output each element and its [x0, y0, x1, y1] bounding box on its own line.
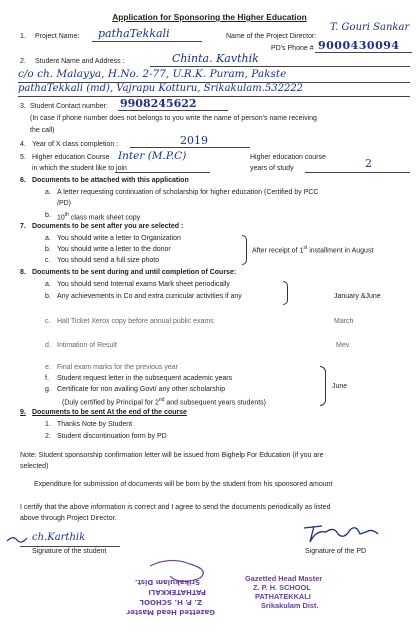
- section-heading: Documents to be sent during and until completion of Course:: [32, 269, 237, 276]
- contact-value[interactable]: 9908245622: [120, 97, 197, 110]
- section-heading: Documents to be sent after you are selected :: [32, 223, 184, 230]
- sub-item-marker: a.: [45, 235, 51, 242]
- document-item: Certificate for non availing Govt/ any other scholarship: [57, 386, 226, 393]
- contact-note-cont: the call): [30, 127, 55, 134]
- sub-item-marker: a.: [45, 189, 51, 196]
- svg-text:Gazetted Head Master: Gazetted Head Master: [126, 608, 215, 616]
- item-number: 6.: [20, 177, 26, 184]
- certification-text: I certify that the above information is correct and I agree to send the documents periodically as listed: [20, 504, 331, 511]
- student-address-line1[interactable]: c/o ch. Malayya, H.No. 2-77, U.R.K. Puram, Pakste: [18, 68, 287, 80]
- grouping-brace: [283, 281, 288, 305]
- student-signature-label: Signature of the student: [32, 548, 107, 555]
- student-signature: ch.Karthik: [32, 532, 86, 543]
- document-item: Any achievements in Co and extra curricular activities if any: [57, 293, 242, 300]
- document-item: Student discontinuation form by PD: [57, 433, 167, 440]
- xclass-label: Year of X class completion :: [32, 141, 119, 148]
- stamp-line: Z. P. H. SCHOOL: [253, 583, 311, 592]
- sub-item-marker: d.: [45, 342, 51, 349]
- expenditure-note: Expenditure for submission of documents will be born by the student from his sponsored amount: [34, 481, 333, 488]
- schedule-month: January &June: [334, 293, 381, 300]
- pd-signature-icon: [300, 520, 390, 546]
- document-item: Final exam marks for the previous year: [57, 364, 178, 371]
- xclass-value[interactable]: 2019: [180, 134, 208, 147]
- attachment-item-cont: /PD): [57, 200, 71, 207]
- attachment-item: 10th class mark sheet copy: [57, 212, 141, 222]
- note-text-cont: selected): [20, 463, 49, 470]
- svg-text:Srikakulam Dist.: Srikakulam Dist.: [134, 578, 200, 586]
- document-item: You should write a letter to Organization: [57, 235, 181, 242]
- director-value[interactable]: T. Gouri Sankar: [330, 22, 410, 33]
- certification-text-cont: above through Project Director.: [20, 515, 117, 522]
- document-item-cont: (Duly certified by Principal for 2nd and subsequent years students): [62, 397, 267, 407]
- document-item: You should send a full size photo: [57, 257, 160, 264]
- course-years-value[interactable]: 2: [365, 157, 372, 170]
- section-heading: Documents to be attached with this application: [32, 177, 189, 184]
- pd-signature-label: Signature of the PD: [305, 548, 367, 555]
- schedule-month: June: [332, 383, 348, 390]
- project-name-value[interactable]: pathaTekkali: [98, 27, 170, 40]
- item-number: 2.: [20, 58, 26, 65]
- sub-item-marker: g.: [45, 386, 51, 393]
- course-years-label-cont: years of study: [250, 165, 294, 172]
- stamp-line: Srikakulam Dist.: [261, 601, 319, 610]
- document-item: Thanks Note by Student: [57, 421, 133, 428]
- svg-text:PATHATEKKALI: PATHATEKKALI: [148, 588, 206, 596]
- item-number: 1.: [20, 33, 26, 40]
- schedule-month: March: [334, 318, 354, 325]
- course-value[interactable]: Inter (M.P.C): [118, 150, 187, 162]
- item-number: 4.: [20, 141, 26, 148]
- student-name-value[interactable]: Chinta. Kavthik: [172, 52, 259, 65]
- sub-item-marker: b.: [45, 212, 51, 219]
- document-item: Student request letter in the subsequent academic years: [57, 375, 233, 382]
- stamp-line: Gazetted Head Master: [245, 574, 323, 583]
- note-text: Note: Student sponsorship confirmation letter will be issued from Bighelp For Education (if you are: [20, 452, 324, 459]
- sub-item-marker: 1.: [45, 421, 51, 428]
- item-number: 7.: [20, 223, 26, 230]
- document-item: You should write a letter to the donor: [57, 246, 171, 253]
- sub-item-marker: f.: [45, 375, 49, 382]
- sub-item-marker: e.: [45, 364, 51, 371]
- student-address-line2[interactable]: pathaTekkali (md), Vajrapu Kotturu, Srikakulam.532222: [18, 83, 304, 94]
- grouping-brace: [242, 235, 247, 265]
- schedule-month: Mev: [336, 342, 350, 349]
- attachment-item: A letter requesting continuation of scholarship for higher education (Certified by PCC: [57, 189, 319, 196]
- course-label: Higher education Course: [32, 154, 110, 161]
- sub-item-marker: c.: [45, 318, 51, 325]
- item-number: 9.: [20, 409, 26, 416]
- document-item: Hall Ticket Xerox copy before annual public exams: [57, 318, 214, 325]
- student-name-label: Student Name and Address :: [35, 58, 125, 65]
- signature-tick-icon: [5, 532, 45, 546]
- item-number: 3.: [20, 103, 26, 110]
- school-stamp: [245, 574, 322, 610]
- contact-note: (In case if phone number does not belongs to you write the name of person's name receiving: [30, 115, 317, 122]
- sub-item-marker: a.: [45, 281, 51, 288]
- sub-item-marker: c.: [45, 257, 51, 264]
- item-number: 5.: [20, 154, 26, 161]
- document-item: Intimation of Result: [57, 342, 117, 349]
- project-name-label: Project Name:: [35, 33, 80, 40]
- pd-phone-value[interactable]: 9000430094: [318, 39, 400, 52]
- course-years-label: Higher education course: [250, 154, 326, 161]
- contact-label: Student Contact number:: [30, 103, 108, 110]
- sub-item-marker: 2.: [45, 433, 51, 440]
- item-number: 8.: [20, 269, 26, 276]
- document-item: You should send Internal exams Mark sheet periodically: [57, 281, 230, 288]
- grouping-brace: [320, 366, 326, 406]
- form-title: Application for Sponsoring the Higher Education: [112, 12, 307, 22]
- svg-text:Z. P. H. SCHOOL: Z. P. H. SCHOOL: [139, 598, 202, 606]
- course-join-label: in which the student like to join: [32, 165, 127, 172]
- stamp-line: PATHATEKKALI: [255, 592, 311, 601]
- director-label: Name of the Project Director:: [226, 33, 317, 40]
- pd-phone-label: PD's Phone #: [271, 45, 314, 52]
- section-heading: Documents to be sent At the end of the course: [32, 409, 187, 416]
- sub-item-marker: b.: [45, 293, 51, 300]
- schedule-note: After receipt of 1st installment in August: [252, 245, 374, 255]
- sub-item-marker: b.: [45, 246, 51, 253]
